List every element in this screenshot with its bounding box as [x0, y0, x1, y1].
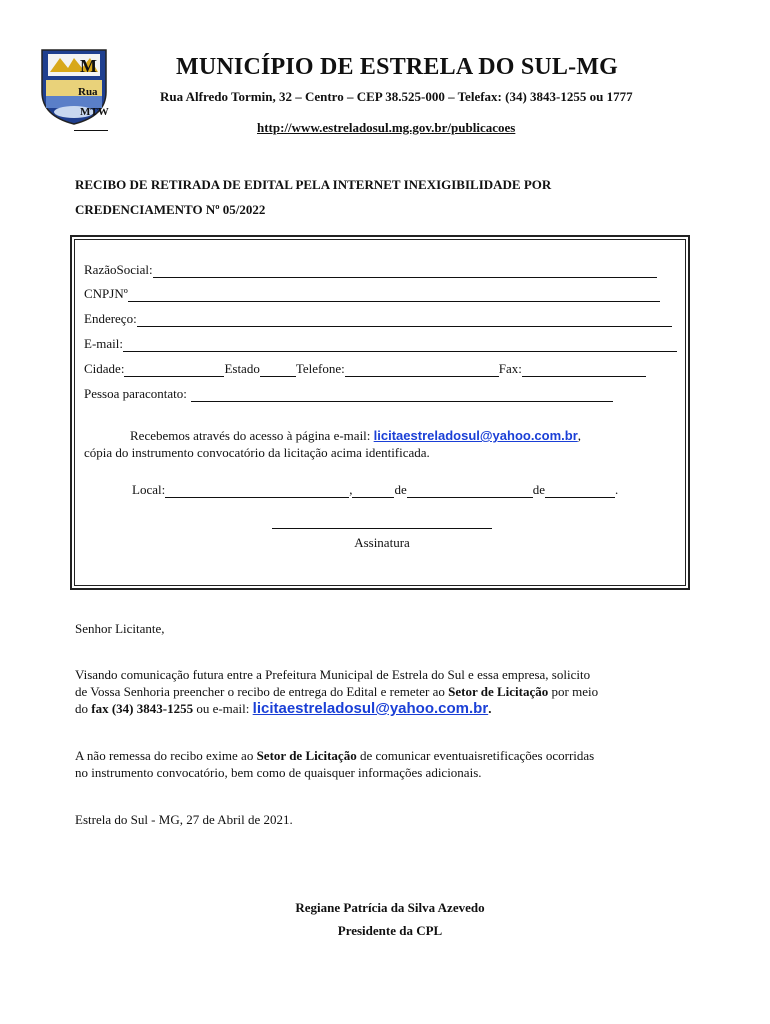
day-line[interactable]: [352, 484, 394, 498]
notice-paragraph: [75, 747, 715, 781]
estado-label: Estado: [224, 361, 260, 376]
cnpj-line[interactable]: [128, 288, 660, 302]
heading-line-2: CREDENCIAMENTO Nº 05/2022: [75, 202, 266, 217]
website-link[interactable]: http://www.estreladosul.mg.gov.br/publicacoes: [257, 120, 516, 135]
email-field[interactable]: [84, 336, 677, 352]
signer-name: Regiane Patrícia da Silva Azevedo: [295, 900, 485, 915]
local-comma: ,: [349, 482, 353, 497]
heading-line-1: RECIBO DE RETIRADA DE EDITAL PELA INTERNET INEXIGIBILIDADE POR: [75, 177, 552, 192]
request-line-2-text: de Vossa Senhoria preencher o recibo de entrega do Edital e remeter ao: [75, 684, 449, 699]
telefone-line[interactable]: [345, 363, 499, 377]
razao-social-line[interactable]: [153, 264, 657, 278]
pessoa-contato-line[interactable]: [191, 388, 613, 402]
crest-letter: M: [80, 56, 97, 76]
notice-line-2: no instrumento convocatório, bem como de quaisquer informações adicionais.: [75, 765, 482, 780]
fax-line[interactable]: [522, 363, 646, 377]
setor-licitacao-bold: Setor de Licitação: [448, 684, 549, 699]
email-label: E-mail:: [84, 336, 123, 351]
page-title: MUNICÍPIO DE ESTRELA DO SUL-MG: [176, 54, 619, 80]
signature-line[interactable]: [272, 528, 492, 529]
recebemos-text: Recebemos através do acesso à página e-mail:: [130, 428, 374, 443]
notice-setor-bold: Setor de Licitação: [256, 748, 357, 763]
recebemos-comma: ,: [577, 428, 582, 443]
request-line-2-end: por meio: [548, 684, 599, 699]
notice-line-1-start: A não remessa do recibo exime ao: [75, 748, 257, 763]
de-label-2: de: [532, 482, 546, 497]
cnpj-label: CNPJNº: [84, 286, 128, 301]
razao-social-label: RazãoSocial:: [84, 262, 153, 277]
de-label-1: de: [394, 482, 407, 497]
copia-text: cópia do instrumento convocatório da licitação acima identificada.: [84, 445, 430, 460]
address-text: Rua Alfredo Tormin, 32 – Centro – CEP 38.525-000 – Telefax: (34) 3843-1255 ou 1777: [160, 89, 633, 104]
request-line-1: Visando comunicação futura entre a Prefeitura Municipal de Estrela do Sul e essa empresa, solicito: [75, 667, 591, 682]
date-place-text: Estrela do Sul - MG, 27 de Abril de 2021.: [75, 812, 293, 827]
cidade-estado-telefone-fax-row: [84, 361, 646, 377]
crest-text-1: Rua: [78, 86, 98, 98]
request-line-3-mid: ou e-mail:: [193, 701, 253, 716]
signer-role: Presidente da CPL: [337, 923, 443, 938]
crest-underline: [74, 130, 108, 131]
request-email-link[interactable]: licitaestreladosul@yahoo.com.br: [252, 700, 489, 717]
estado-line[interactable]: [260, 363, 296, 377]
date-period: .: [615, 482, 619, 497]
telefone-label: Telefone:: [295, 361, 345, 376]
crest-text-2: MTW: [80, 106, 109, 118]
razao-social-field[interactable]: [84, 262, 657, 278]
cidade-label: Cidade:: [84, 361, 125, 376]
request-period: .: [488, 701, 492, 716]
fax-label: Fax:: [498, 361, 522, 376]
email-line[interactable]: [123, 338, 677, 352]
year-line[interactable]: [545, 484, 615, 498]
pessoa-contato-label: Pessoa paracontato:: [84, 386, 187, 401]
fax-number-bold: fax (34) 3843-1255: [91, 701, 194, 716]
signer-block: [190, 896, 590, 942]
greeting-text: Senhor Licitante,: [75, 621, 165, 636]
cnpj-field[interactable]: [84, 286, 660, 302]
signature-label: Assinatura: [354, 535, 410, 550]
pessoa-contato-field[interactable]: [84, 386, 613, 402]
recebemos-paragraph: [84, 427, 684, 461]
local-line[interactable]: [165, 484, 349, 498]
document-heading: [75, 172, 715, 222]
month-line[interactable]: [407, 484, 533, 498]
cidade-line[interactable]: [124, 363, 224, 377]
endereco-line[interactable]: [137, 313, 672, 327]
endereco-field[interactable]: [84, 311, 672, 327]
notice-line-1-end: de comunicar eventuaisretificações ocorridas: [356, 748, 595, 763]
request-paragraph: [75, 666, 715, 717]
local-date-row: [132, 482, 618, 498]
local-label: Local:: [132, 482, 166, 497]
recebemos-email-link[interactable]: licitaestreladosul@yahoo.com.br: [373, 428, 578, 443]
endereco-label: Endereço:: [84, 311, 137, 326]
request-line-3-start: do: [75, 701, 92, 716]
